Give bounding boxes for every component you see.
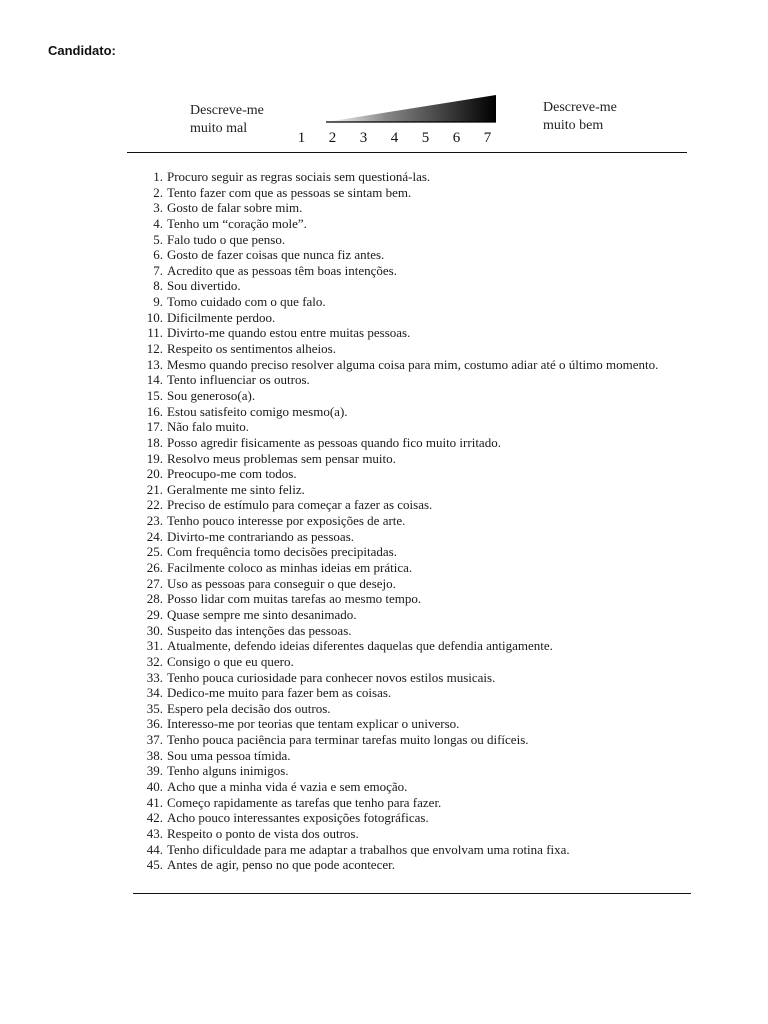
item-number: 2. <box>153 184 163 200</box>
list-item <box>132 857 732 873</box>
item-number: 27. <box>146 575 163 591</box>
list-item <box>132 278 732 294</box>
list-item <box>132 497 732 513</box>
item-number: 40. <box>146 778 163 794</box>
list-item <box>132 200 732 216</box>
item-number: 15. <box>146 387 163 403</box>
list-item <box>132 763 732 779</box>
item-number: 21. <box>146 481 163 497</box>
item-number: 31. <box>146 638 163 654</box>
item-text: Tenho pouca paciência para terminar tarefas muito longas ou difíceis. <box>167 732 529 748</box>
item-number: 4. <box>153 215 163 231</box>
item-number: 23. <box>146 513 163 529</box>
item-text: Uso as pessoas para conseguir o que desejo. <box>167 575 396 591</box>
scale-number: 5 <box>421 130 430 146</box>
item-text: Gosto de fazer coisas que nunca fiz antes. <box>167 247 385 263</box>
item-text: Posso lidar com muitas tarefas ao mesmo tempo. <box>167 591 422 607</box>
item-text: Divirto-me contrariando as pessoas. <box>167 528 355 544</box>
scale-wedge-shape <box>326 95 496 122</box>
list-item <box>132 325 732 341</box>
item-text: Tomo cuidado com o que falo. <box>167 294 326 310</box>
item-text: Não falo muito. <box>167 419 249 435</box>
item-text: Falo tudo o que penso. <box>167 231 286 247</box>
item-text: Acho pouco interessantes exposições fotográficas. <box>167 810 429 826</box>
item-text: Começo rapidamente as tarefas que tenho para fazer. <box>167 794 442 810</box>
list-item <box>132 310 732 326</box>
scale-number: 1 <box>297 130 306 146</box>
scale-numbers <box>286 130 503 147</box>
item-text: Consigo o que eu quero. <box>167 653 294 669</box>
scale-right-line2: muito bem <box>543 118 604 133</box>
item-text: Tenho pouca curiosidade para conhecer novos estilos musicais. <box>167 669 496 685</box>
item-number: 6. <box>153 247 163 263</box>
list-item <box>132 341 732 357</box>
item-text: Respeito os sentimentos alheios. <box>167 341 336 357</box>
item-text: Acho que a minha vida é vazia e sem emoção. <box>167 778 408 794</box>
item-text: Tento fazer com que as pessoas se sintam bem. <box>167 184 412 200</box>
item-text: Sou generoso(a). <box>167 387 256 403</box>
item-number: 29. <box>146 606 163 622</box>
item-text: Procuro seguir as regras sociais sem questioná-las. <box>167 169 431 184</box>
item-number: 18. <box>146 434 163 450</box>
item-text: Antes de agir, penso no que pode acontecer. <box>167 857 395 873</box>
list-item <box>132 779 732 795</box>
item-text: Atualmente, defendo ideias diferentes daquelas que defendia antigamente. <box>167 638 553 654</box>
item-number: 10. <box>146 309 163 325</box>
item-number: 13. <box>146 356 163 372</box>
item-number: 41. <box>146 794 163 810</box>
item-text: Tenho um “coração mole”. <box>167 215 307 231</box>
scale-number: 2 <box>328 130 337 146</box>
list-item <box>132 169 732 185</box>
item-text: Facilmente coloco as minhas ideias em prática. <box>167 560 413 576</box>
item-text: Interesso-me por teorias que tentam explicar o universo. <box>167 716 460 732</box>
item-number: 39. <box>146 763 163 779</box>
list-item <box>132 388 732 404</box>
list-item <box>132 513 732 529</box>
item-number: 5. <box>153 231 163 247</box>
bottom-divider <box>133 893 691 894</box>
list-item <box>132 826 732 842</box>
item-text: Posso agredir fisicamente as pessoas quando fico muito irritado. <box>167 434 501 450</box>
item-number: 38. <box>146 747 163 763</box>
list-item <box>132 185 732 201</box>
item-text: Tenho pouco interesse por exposições de arte. <box>167 513 406 529</box>
list-item <box>132 810 732 826</box>
item-text: Resolvo meus problemas sem pensar muito. <box>167 450 396 466</box>
item-text: Geralmente me sinto feliz. <box>167 481 305 497</box>
item-number: 25. <box>146 544 163 560</box>
scale-left-line1: Descreve-me <box>190 103 264 118</box>
item-number: 12. <box>146 341 163 357</box>
item-number: 36. <box>146 716 163 732</box>
item-number: 26. <box>146 560 163 576</box>
list-item <box>132 451 732 467</box>
list-item <box>132 372 732 388</box>
list-item <box>132 466 732 482</box>
list-item <box>132 357 732 373</box>
scale-right-line1: Descreve-me <box>543 100 617 115</box>
item-number: 45. <box>146 857 163 873</box>
item-number: 44. <box>146 841 163 857</box>
item-text: Tenho alguns inimigos. <box>167 763 289 779</box>
item-number: 35. <box>146 700 163 716</box>
scale-gradient-wedge <box>326 94 498 124</box>
scale-right-label <box>543 99 617 135</box>
list-item <box>132 638 732 654</box>
item-number: 17. <box>146 419 163 435</box>
item-number: 33. <box>146 669 163 685</box>
list-item <box>132 685 732 701</box>
list-item <box>132 419 732 435</box>
item-number: 24. <box>146 528 163 544</box>
list-item <box>132 232 732 248</box>
item-number: 3. <box>153 200 163 216</box>
item-text: Preocupo-me com todos. <box>167 466 297 482</box>
item-number: 42. <box>146 810 163 826</box>
candidate-label: Candidato: <box>48 43 116 58</box>
item-number: 32. <box>146 653 163 669</box>
list-item <box>132 748 732 764</box>
scale-left-label <box>190 102 264 138</box>
item-number: 28. <box>146 591 163 607</box>
list-item <box>132 216 732 232</box>
item-text: Sou uma pessoa tímida. <box>167 747 291 763</box>
top-divider <box>127 152 687 153</box>
item-number: 37. <box>146 732 163 748</box>
item-number: 11. <box>147 325 163 341</box>
list-item <box>132 716 732 732</box>
list-item <box>132 482 732 498</box>
item-number: 9. <box>153 294 163 310</box>
item-text: Espero pela decisão dos outros. <box>167 700 331 716</box>
item-number: 16. <box>146 403 163 419</box>
item-number: 1. <box>153 169 163 184</box>
list-item <box>132 623 732 639</box>
scale-left-line2: muito mal <box>190 121 248 136</box>
list-item <box>132 404 732 420</box>
list-item <box>132 576 732 592</box>
item-text: Dedico-me muito para fazer bem as coisas. <box>167 685 392 701</box>
list-item <box>132 529 732 545</box>
scale-number: 7 <box>483 130 492 146</box>
scale-number: 4 <box>390 130 399 146</box>
list-item <box>132 263 732 279</box>
item-text: Suspeito das intenções das pessoas. <box>167 622 352 638</box>
item-text: Divirto-me quando estou entre muitas pessoas. <box>167 325 411 341</box>
item-text: Estou satisfeito comigo mesmo(a). <box>167 403 348 419</box>
item-text: Sou divertido. <box>167 278 241 294</box>
scale-number: 6 <box>452 130 461 146</box>
list-item <box>132 670 732 686</box>
item-text: Gosto de falar sobre mim. <box>167 200 303 216</box>
list-item <box>132 247 732 263</box>
scale-number: 3 <box>359 130 368 146</box>
questionnaire-items <box>132 169 732 873</box>
item-text: Mesmo quando preciso resolver alguma coisa para mim, costumo adiar até o último momento. <box>167 356 659 372</box>
list-item <box>132 842 732 858</box>
item-number: 30. <box>146 622 163 638</box>
list-item <box>132 435 732 451</box>
item-number: 34. <box>146 685 163 701</box>
item-number: 8. <box>153 278 163 294</box>
item-text: Tento influenciar os outros. <box>167 372 310 388</box>
list-item <box>132 560 732 576</box>
item-number: 19. <box>146 450 163 466</box>
item-text: Dificilmente perdoo. <box>167 309 276 325</box>
item-number: 14. <box>146 372 163 388</box>
list-item <box>132 294 732 310</box>
list-item <box>132 591 732 607</box>
list-item <box>132 607 732 623</box>
item-text: Quase sempre me sinto desanimado. <box>167 606 357 622</box>
item-number: 7. <box>153 262 163 278</box>
list-item <box>132 732 732 748</box>
item-text: Com frequência tomo decisões precipitadas. <box>167 544 397 560</box>
list-item <box>132 701 732 717</box>
item-number: 22. <box>146 497 163 513</box>
list-item <box>132 795 732 811</box>
list-item <box>132 544 732 560</box>
list-item <box>132 654 732 670</box>
item-text: Respeito o ponto de vista dos outros. <box>167 825 359 841</box>
item-number: 43. <box>146 825 163 841</box>
item-text: Tenho dificuldade para me adaptar a trabalhos que envolvam uma rotina fixa. <box>167 841 570 857</box>
item-text: Preciso de estímulo para começar a fazer as coisas. <box>167 497 433 513</box>
item-number: 20. <box>146 466 163 482</box>
item-text: Acredito que as pessoas têm boas intenções. <box>167 262 397 278</box>
